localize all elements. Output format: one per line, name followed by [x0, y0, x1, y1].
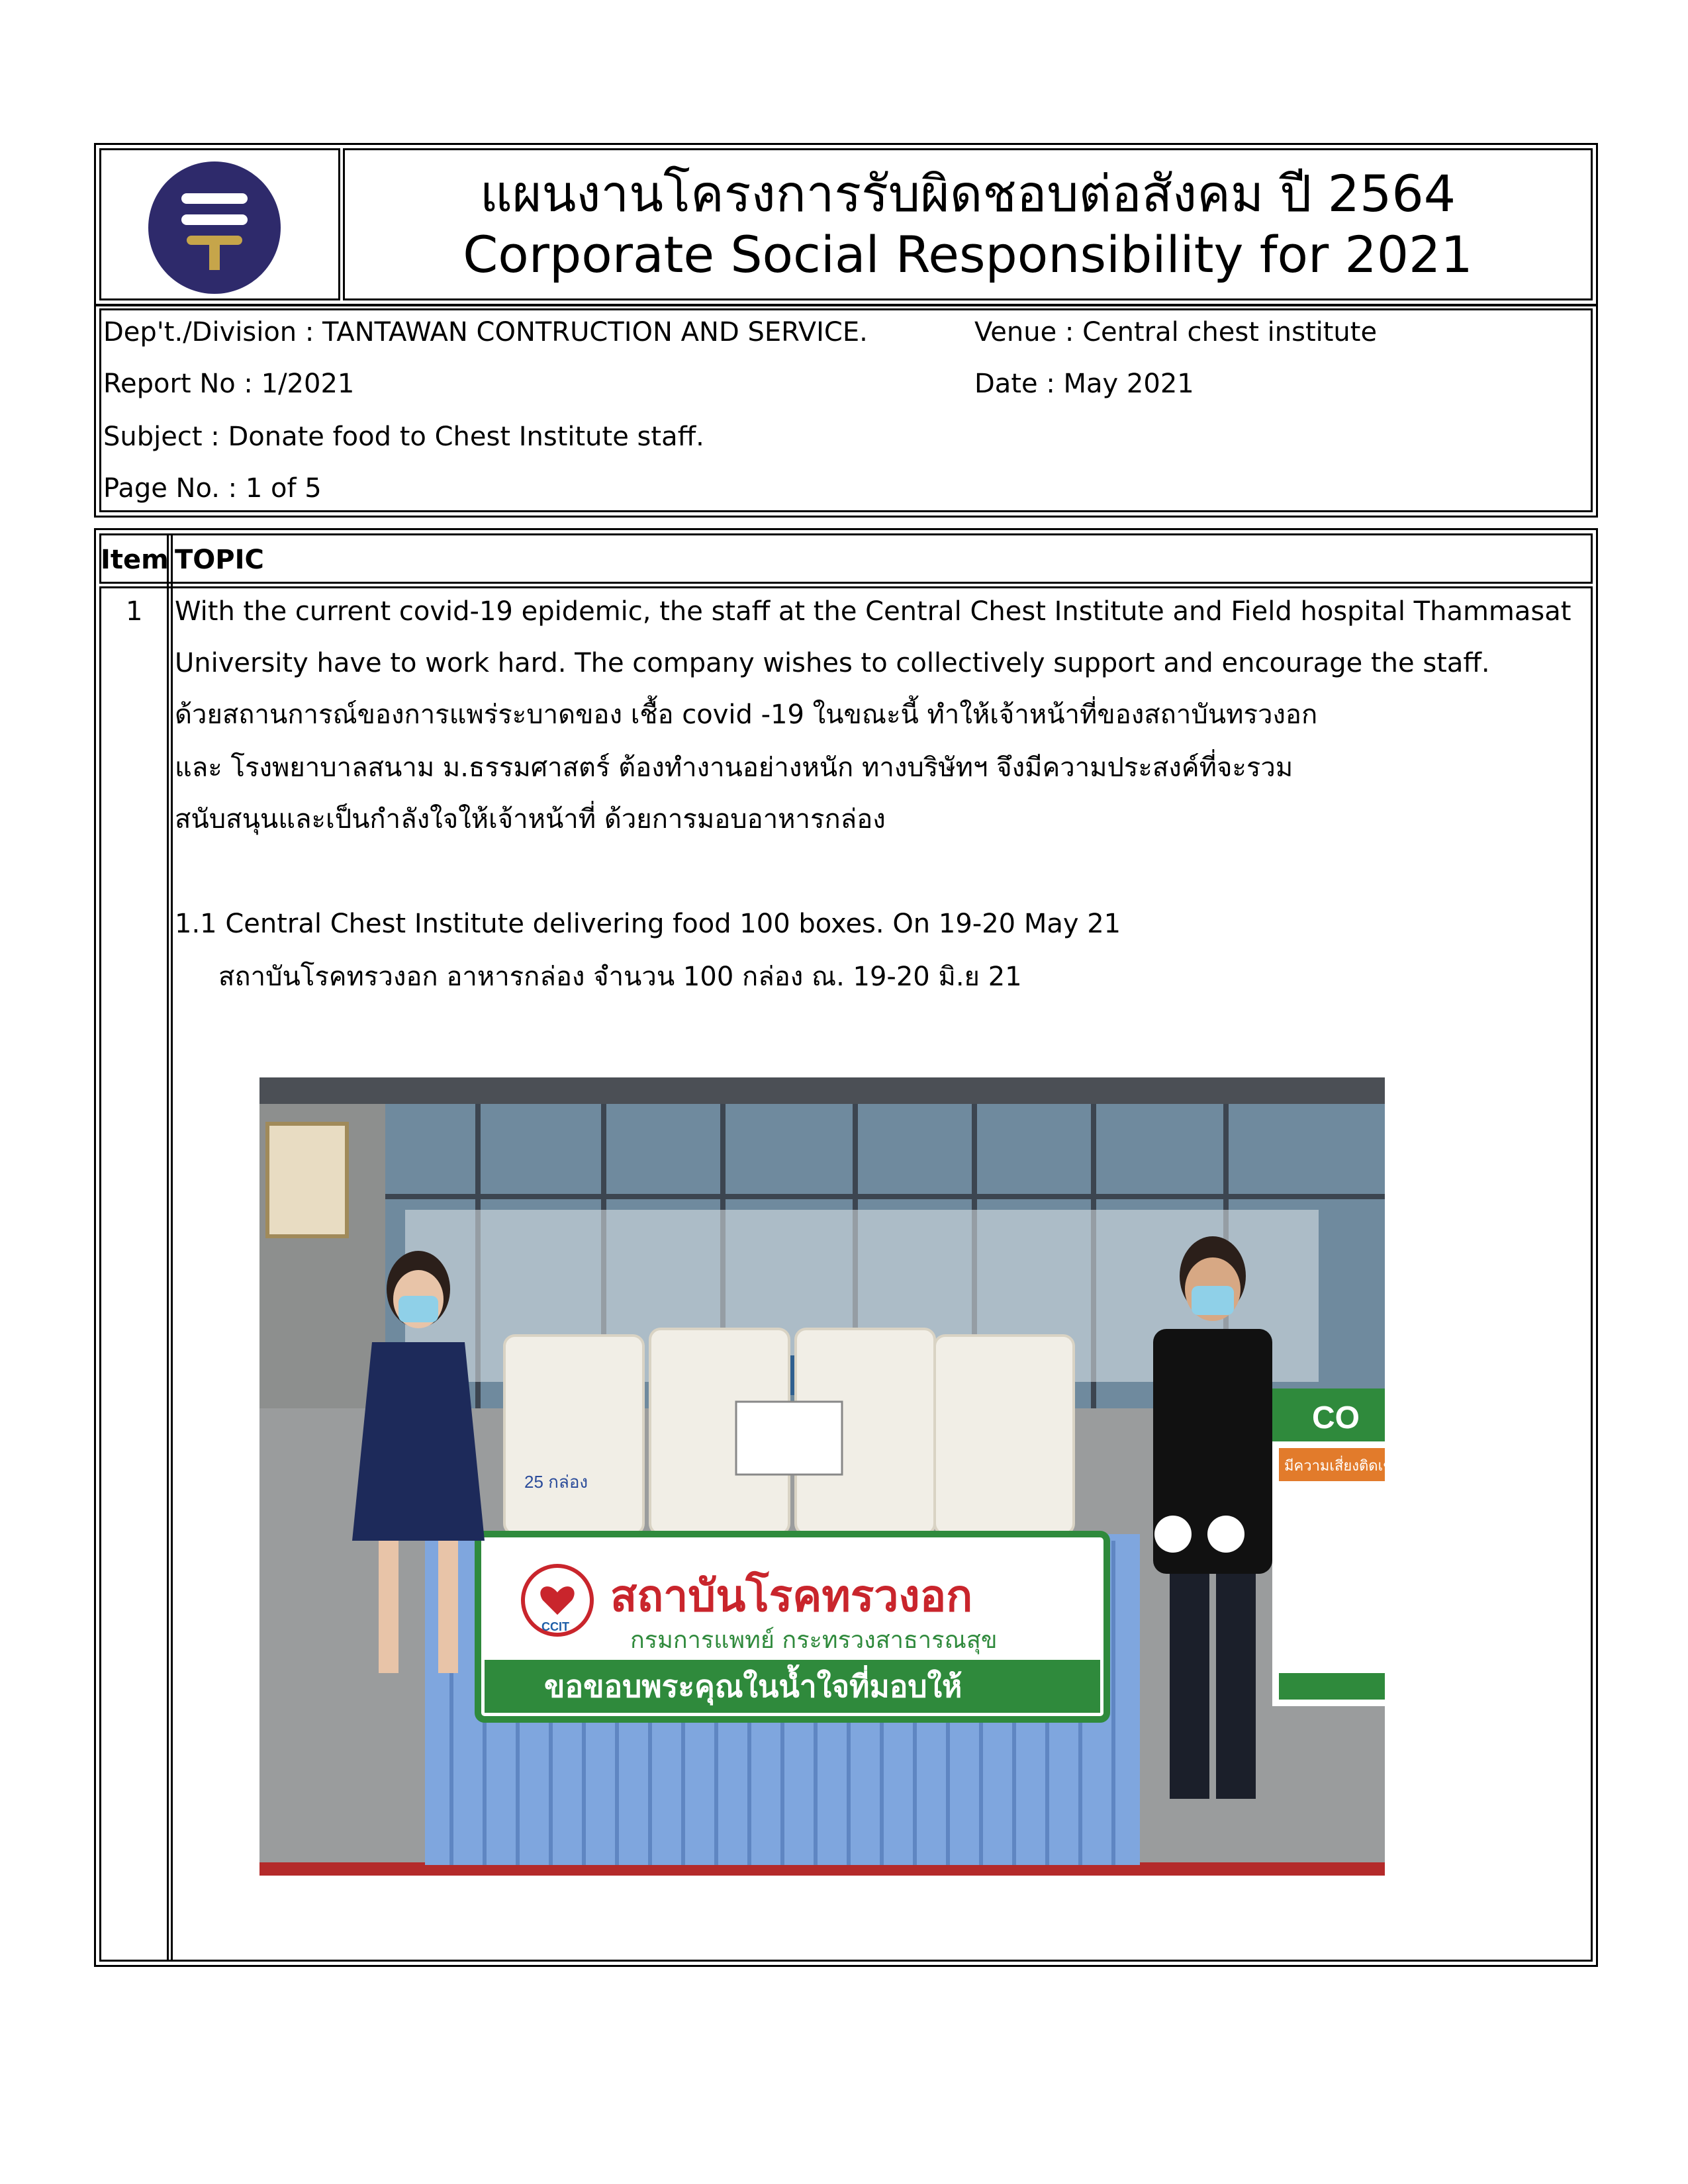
subject-text: Subject : Donate food to Chest Institute staff.	[103, 422, 704, 452]
division-text: Dep't./Division : TANTAWAN CONTRUCTION AND SERVICE.	[103, 317, 868, 347]
sign-subtitle: กรมการแพทย์ กระทรวงสาธารณสุข	[630, 1627, 998, 1654]
company-logo	[148, 161, 281, 294]
table-header-row	[99, 533, 1593, 584]
page-no-text: Page No. : 1 of 5	[103, 473, 322, 504]
poster-title: CO	[1312, 1400, 1360, 1435]
row-item-number: 1	[126, 596, 143, 627]
title-thai: แผนงานโครงการรับผิดชอบต่อสังคม ปี 2564	[479, 164, 1456, 223]
topic-line-1: With the current covid-19 epidemic, the staff at the Central Chest Institute and Field hospital Thammasat	[175, 596, 1571, 627]
date-text: Date : May 2021	[974, 369, 1194, 399]
bag-label-text: 25 กล่อง	[524, 1472, 588, 1492]
sign-title: สถาบันโรคทรวงอก	[610, 1570, 973, 1621]
photo-scene	[259, 1077, 1402, 1876]
topic-line-4: และ โรงพยาบาลสนาม ม.ธรรมศาสตร์ ต้องทำงานอย่างหนัก ทางบริษัทฯ จึงมีความประสงค์ที่จะรวม	[175, 752, 1293, 783]
column-divider-inner	[171, 533, 173, 1962]
column-divider	[167, 533, 169, 1962]
col-item-header: Item	[101, 545, 169, 575]
sign-thanks: ขอขอบพระคุณในน้ำใจที่มอบให้	[544, 1668, 962, 1704]
poster-heading: มีความเสี่ยงติดเชื้อ	[1284, 1458, 1402, 1475]
sub-item-english: 1.1 Central Chest Institute delivering food 100 boxes. On 19-20 May 21	[175, 909, 1121, 939]
sub-item-thai: สถาบันโรคทรวงอก อาหารกล่อง จำนวน 100 กล่อง ณ. 19-20 มิ.ย 21	[218, 962, 1022, 992]
topic-line-2: University have to work hard. The company wishes to collectively support and encourage the staff.	[175, 648, 1490, 678]
col-topic-header: TOPIC	[175, 545, 264, 575]
venue-text: Venue : Central chest institute	[974, 317, 1378, 347]
title-english: Corporate Social Responsibility for 2021	[463, 225, 1473, 284]
topic-line-3: ด้วยสถานการณ์ของการแพร่ระบาดของ เชื้อ covid -19 ในขณะนี้ ทำให้เจ้าหน้าที่ของสถาบันทรวงอก	[175, 700, 1318, 730]
sign-logo-text: CCIT	[541, 1620, 569, 1633]
title-block	[343, 148, 1593, 300]
donation-photo	[259, 1077, 1402, 1876]
report-no-text: Report No : 1/2021	[103, 369, 355, 399]
topic-line-5: สนับสนุนและเป็นกำลังใจให้เจ้าหน้าที่ ด้วยการมอบอาหารกล่อง	[175, 804, 886, 835]
logo-mark-icon	[148, 161, 281, 294]
